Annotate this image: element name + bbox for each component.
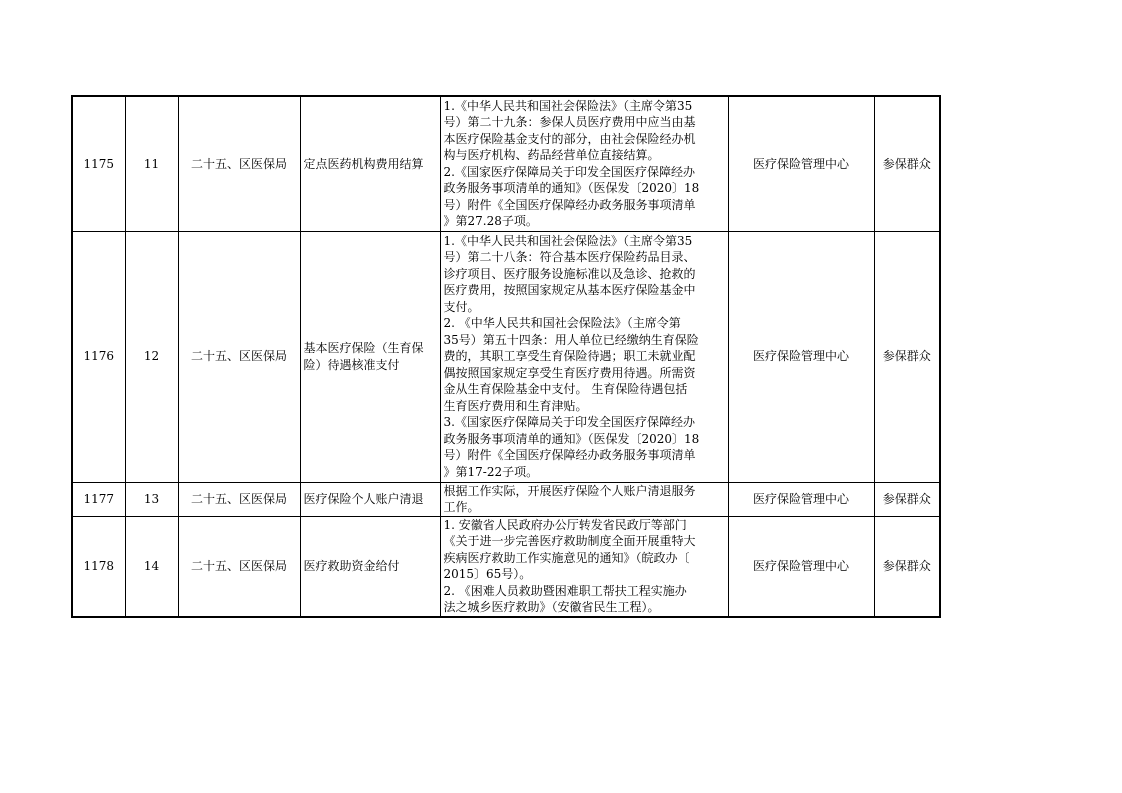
basis-cell-line: 号）第二十九条：参保人员医疗费用中应当由基 [443,115,696,130]
seq-cell: 1177 [72,482,125,516]
item-name-cell [300,482,440,516]
agency-cell: 医疗保险管理中心 [728,516,874,617]
basis-cell-line: 1. 安徽省人民政府办公厅转发省民政厅等部门 [443,517,687,532]
basis-cell-line: 号）第二十八条：符合基本医疗保险药品目录、 [443,250,696,265]
department-cell: 二十五、区医保局 [178,96,300,231]
basis-cell [440,482,728,516]
basis-cell-line: 2.《国家医疗保障局关于印发全国医疗保障经办 [443,164,695,179]
basis-cell-line: 根据工作实际，开展医疗保险个人账户清退服务 [443,483,696,498]
agency-cell: 医疗保险管理中心 [728,231,874,482]
basis-cell-line: 号）附件《全国医疗保障经办政务服务事项清单 [443,448,696,463]
seq-cell: 1175 [72,96,125,231]
basis-cell-line: 1.《中华人民共和国社会保险法》（主席令第35 [443,233,693,248]
basis-cell-line: 构与医疗机构、药品经营单位直接结算。 [443,148,660,163]
basis-cell-line: 疾病医疗救助工作实施意见的通知》（皖政办〔 [443,550,690,565]
basis-cell-line: 金从生育保险基金中支付。 生育保险待遇包括 [443,382,688,397]
agency-cell: 医疗保险管理中心 [728,482,874,516]
basis-cell-line: 法之城乡医疗救助》（安徽省民生工程）。 [443,600,660,615]
seq-cell: 1178 [72,516,125,617]
table-row [72,96,940,231]
department-cell: 二十五、区医保局 [178,231,300,482]
basis-cell-line: 2. 《中华人民共和国社会保险法》（主席令第 [443,316,681,331]
basis-cell-line: 1.《中华人民共和国社会保险法》（主席令第35 [443,98,693,113]
item-name-cell-line: 定点医药机构费用结算 [303,156,424,171]
sub-seq-cell: 13 [125,482,178,516]
basis-cell-line: 政务服务事项清单的通知》（医保发〔2020〕18 [443,431,700,446]
basis-cell [440,231,728,482]
table-body [72,96,940,617]
sub-seq-cell: 12 [125,231,178,482]
table-row [72,516,940,617]
service-items-table [71,95,941,618]
basis-cell-line: 诊疗项目、医疗服务设施标准以及急诊、抢救的 [443,266,696,281]
target-cell: 参保群众 [874,482,940,516]
seq-cell: 1176 [72,231,125,482]
basis-cell-line: 费的，其职工享受生育保险待遇；职工未就业配 [443,349,696,364]
basis-cell-line: 2. 《困难人员救助暨困难职工帮扶工程实施办 [443,583,687,598]
basis-cell-line: 工作。 [443,500,480,514]
basis-cell-line: 《关于进一步完善医疗救助制度全面开展重特大 [443,534,696,549]
basis-cell-line: 3.《国家医疗保障局关于印发全国医疗保障经办 [443,415,695,430]
basis-cell-line: 本医疗保险基金支付的部分，由社会保险经办机 [443,131,696,146]
department-cell: 二十五、区医保局 [178,516,300,617]
table-row [72,231,940,482]
target-cell: 参保群众 [874,231,940,482]
item-name-cell-line: 医疗保险个人账户清退 [303,491,424,506]
table-row [72,482,940,516]
basis-cell-line: 2015〕65号）。 [443,567,532,582]
basis-cell-line: 支付。 [443,299,480,314]
basis-cell-line: 号）附件《全国医疗保障经办政务服务事项清单 [443,197,696,212]
item-name-cell-line: 险）待遇核准支付 [303,357,400,372]
basis-cell-line: 35号）第五十四条：用人单位已经缴纳生育保险 [443,332,699,347]
basis-cell-line: 》第17-22子项。 [443,464,539,479]
sub-seq-cell: 14 [125,516,178,617]
target-cell: 参保群众 [874,96,940,231]
item-name-cell [300,231,440,482]
basis-cell [440,96,728,231]
target-cell: 参保群众 [874,516,940,617]
basis-cell-line: 生育医疗费用和生育津贴。 [443,398,588,413]
item-name-cell [300,96,440,231]
item-name-cell-line: 医疗救助资金给付 [303,559,400,573]
basis-cell-line: 》第27.28子项。 [443,214,538,229]
item-name-cell-line: 基本医疗保险（生育保 [303,341,424,355]
agency-cell: 医疗保险管理中心 [728,96,874,231]
basis-cell-line: 偶按照国家规定享受生育医疗费用待遇。所需资 [443,365,696,380]
basis-cell-line: 医疗费用，按照国家规定从基本医疗保险基金中 [443,283,696,298]
basis-cell [440,516,728,617]
basis-cell-line: 政务服务事项清单的通知》（医保发〔2020〕18 [443,181,700,196]
sub-seq-cell: 11 [125,96,178,231]
item-name-cell [300,516,440,617]
department-cell: 二十五、区医保局 [178,482,300,516]
